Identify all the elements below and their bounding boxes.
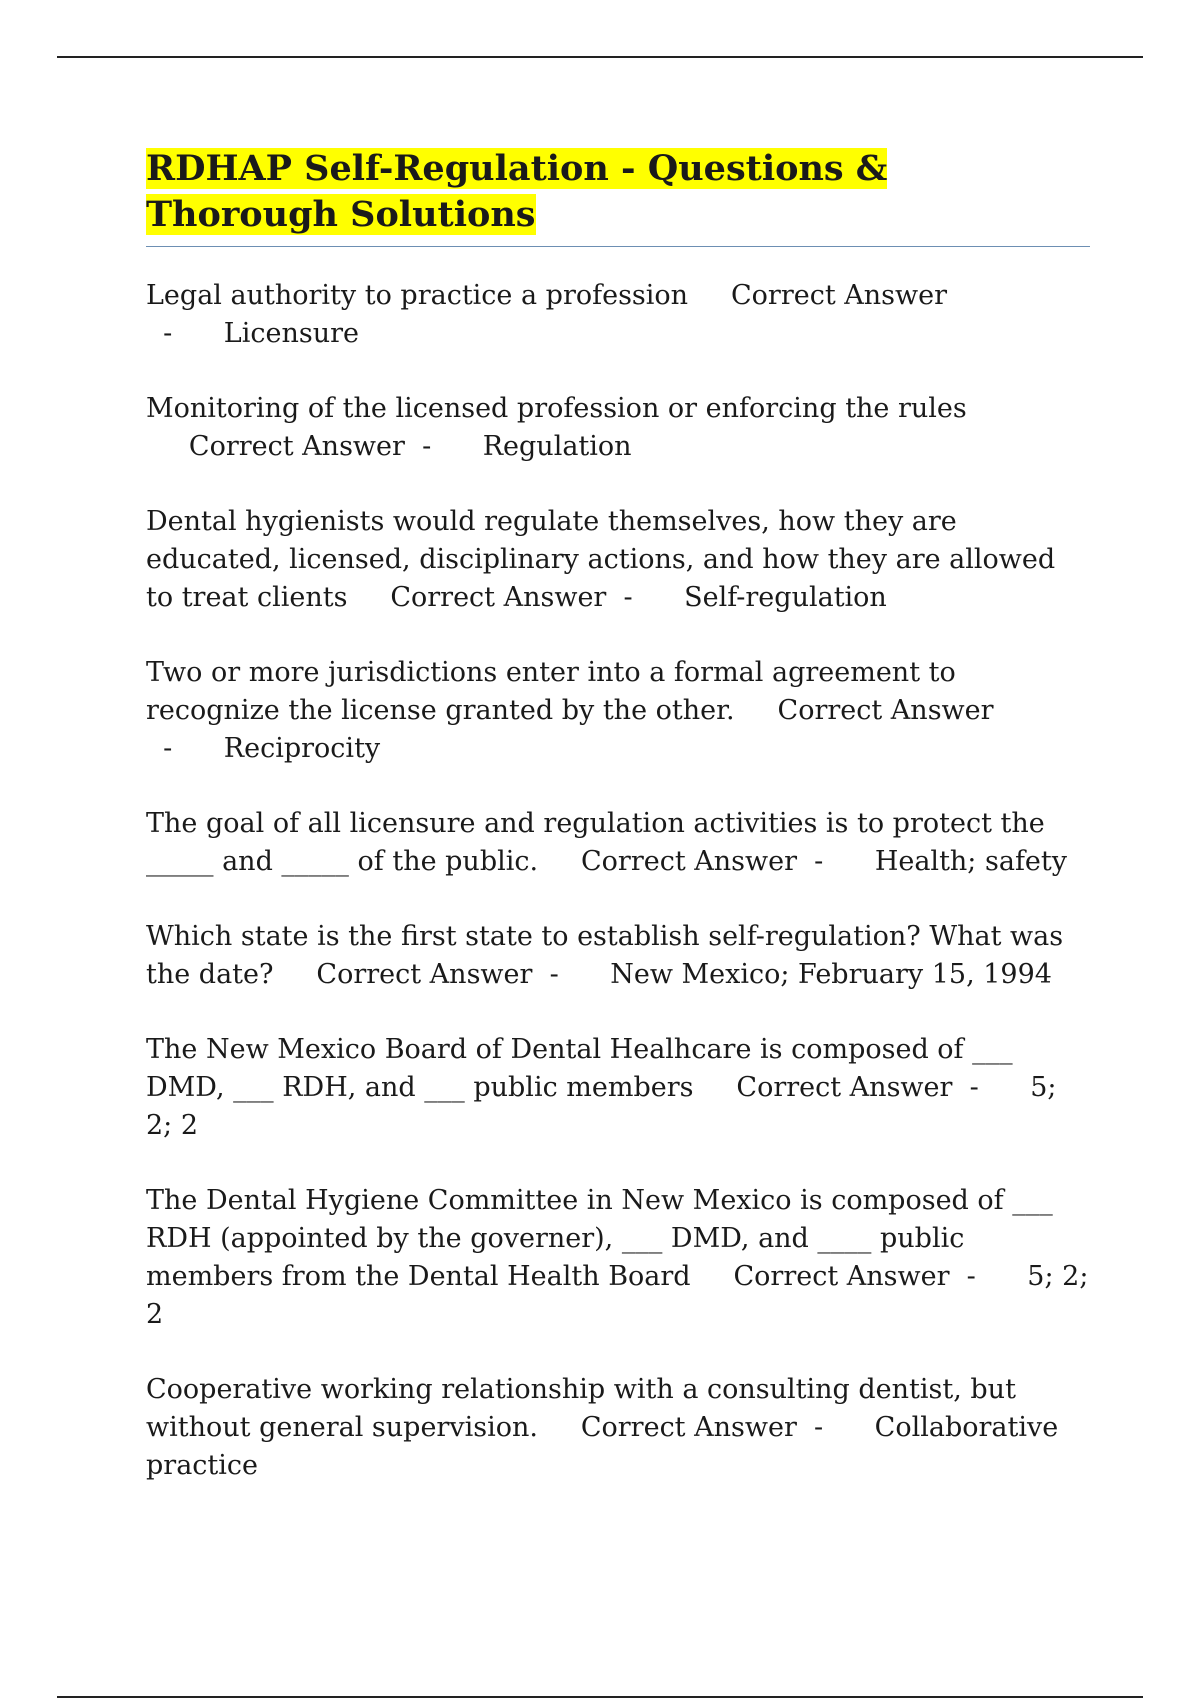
question-text: Monitoring of the licensed profession or enforcing the rules [146,393,967,424]
answer-text: 5; 2; 2 [146,1261,1089,1330]
question-text: Two or more jurisdictions enter into a formal agreement to recognize the license granted by the other. [146,657,956,726]
answer-text: Health; safety [874,846,1068,877]
qa-item: The New Mexico Board of Dental Healhcare is composed of ___ DMD, ___ RDH, and ___ public members Correct Answer - 5; 2; 2 [146,1034,1057,1141]
answer-text: Self-regulation [684,582,887,613]
answer-label: Correct Answer [580,1412,797,1443]
answer-label: Correct Answer [390,582,607,613]
answer-label: Correct Answer [316,959,533,990]
qa-item: Monitoring of the licensed profession or enforcing the rules Correct Answer - Regulation [146,393,967,462]
page-top-rule [57,56,1143,58]
qa-item: The Dental Hygiene Committee in New Mexico is composed of ___ RDH (appointed by the governer), ___ DMD, and ____ public members from the Dental Health Board Correct Answer - 5; 2; 2 [146,1185,1089,1330]
qa-item: Cooperative working relationship with a consulting dentist, but without general supervision. Correct Answer - Collaborative practice [146,1374,1059,1481]
question-text: Which state is the first state to establish self-regulation? What was the date? [146,921,1064,990]
answer-text: 5; 2; 2 [146,1072,1057,1141]
title-underline [146,246,1090,247]
answer-text: Licensure [223,318,359,349]
question-text: Cooperative working relationship with a consulting dentist, but without general supervision. [146,1374,1016,1443]
question-text: The goal of all licensure and regulation activities is to protect the _____ and _____ of the public. [146,808,1045,877]
page-bottom-rule [57,1696,1143,1698]
answer-text: Regulation [482,431,632,462]
answer-label: Correct Answer [736,1072,953,1103]
question-text: Dental hygienists would regulate themselves, how they are educated, licensed, disciplinary actions, and how they are allowed to treat clients [146,506,1056,613]
answer-text: New Mexico; February 15, 1994 [610,959,1052,990]
qa-item: Dental hygienists would regulate themselves, how they are educated, licensed, disciplinary actions, and how they are allowed to treat clients Correct Answer - Self-regulation [146,506,1056,613]
answer-text: Collaborative practice [146,1412,1059,1481]
answer-label: Correct Answer [777,695,994,726]
question-text: Legal authority to practice a profession [146,280,689,311]
title-highlight: RDHAP Self-Regulation - Questions & Thorough Solutions [146,148,888,235]
answer-label: Correct Answer [581,846,798,877]
qa-item: Two or more jurisdictions enter into a formal agreement to recognize the license granted by the other. Correct Answer - Reciprocity [146,657,994,764]
answer-label: Correct Answer [188,431,405,462]
answer-text: Reciprocity [223,733,381,764]
qa-list [146,277,1090,1485]
question-text: The Dental Hygiene Committee in New Mexico is composed of ___ RDH (appointed by the governer), ___ DMD, and ____ public members from the Dental Health Board [146,1185,1053,1292]
document-body [146,146,1090,1522]
answer-label: Correct Answer [731,280,947,311]
qa-item: Legal authority to practice a profession Correct Answer - Licensure [146,280,947,349]
qa-item: The goal of all licensure and regulation activities is to protect the _____ and _____ of the public. Correct Answer - Health; safety [146,808,1068,877]
answer-label: Correct Answer [733,1261,950,1292]
document-title [146,146,1090,238]
question-text: The New Mexico Board of Dental Healhcare is composed of ___ DMD, ___ RDH, and ___ public members [146,1034,1013,1103]
qa-item: Which state is the first state to establish self-regulation? What was the date? Correct Answer - New Mexico; February 15, 1994 [146,921,1064,990]
